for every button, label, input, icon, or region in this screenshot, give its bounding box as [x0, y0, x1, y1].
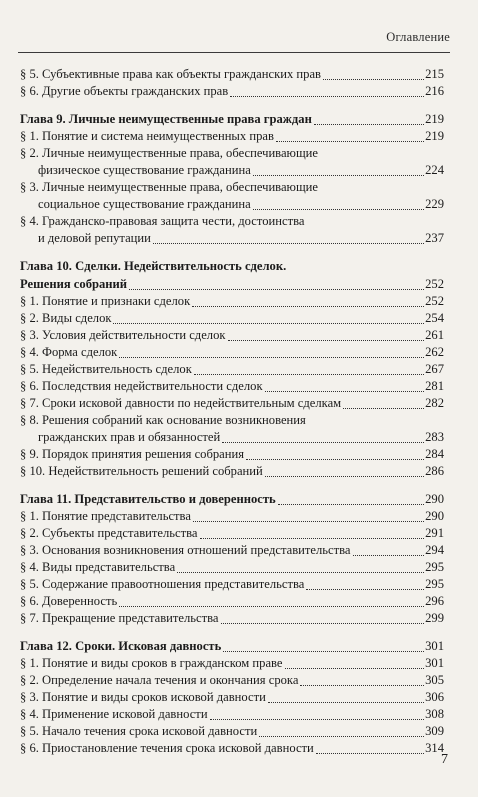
- toc-entry-title: § 4. Виды представительства: [20, 560, 176, 574]
- toc-entry-title: § 2. Определение начала течения и окончания срока: [20, 673, 299, 687]
- running-header: Оглавление: [386, 30, 450, 44]
- dot-leader: [177, 571, 424, 573]
- toc-page-number: 306: [425, 690, 444, 704]
- chapter-heading-text: [20, 275, 127, 293]
- chapter-title: Представительство и доверенность: [71, 492, 276, 506]
- toc-entry[interactable]: [20, 723, 444, 740]
- toc-entry-title: § 1. Понятие и признаки сделок: [20, 294, 191, 308]
- dot-leader: [113, 322, 424, 324]
- dot-leader: [210, 718, 425, 720]
- toc-page-number: 301: [425, 639, 444, 653]
- toc-page-number: 267: [425, 362, 444, 376]
- chapter-heading-text: [20, 110, 312, 128]
- toc-entry-title: гражданских прав и обязанностей: [38, 430, 221, 444]
- toc-page-number: 216: [425, 84, 444, 98]
- dot-leader: [223, 650, 424, 652]
- toc-page-number: 295: [425, 560, 444, 574]
- toc-entry-title: § 5. Начало течения срока исковой давности: [20, 724, 258, 738]
- toc-page-number: 294: [425, 543, 444, 557]
- toc-entry[interactable]: [20, 293, 444, 310]
- dot-leader: [276, 140, 424, 142]
- dot-leader: [300, 684, 424, 686]
- toc-entry[interactable]: [20, 672, 444, 689]
- toc-entry[interactable]: [20, 196, 444, 213]
- toc-entry[interactable]: [20, 327, 444, 344]
- dot-leader: [119, 605, 424, 607]
- toc-entry-line: § 3. Личные неимущественные права, обеспечивающие: [20, 180, 318, 194]
- dot-leader: [228, 339, 425, 341]
- toc-entry-title: § 6. Приостановление течения срока исковой давности: [20, 741, 314, 755]
- chapter-number: Глава 12.: [20, 639, 72, 653]
- toc-entry[interactable]: [20, 508, 444, 525]
- page-number: 7: [441, 752, 448, 767]
- toc-page-number: 308: [425, 707, 444, 721]
- dot-leader: [200, 537, 425, 539]
- toc-entry-title: социальное существование гражданина: [38, 197, 251, 211]
- chapter-title: Сделки. Недействительность сделок.: [71, 259, 287, 273]
- dot-leader: [353, 554, 425, 556]
- dot-leader: [246, 458, 424, 460]
- toc-entry-title: § 1. Понятие и система неимущественных прав: [20, 129, 274, 143]
- toc-page-number: 291: [425, 526, 444, 540]
- toc-entry[interactable]: [20, 361, 444, 378]
- toc-page-number: 290: [425, 509, 444, 523]
- toc-entry[interactable]: [20, 559, 444, 576]
- toc-page-number: 252: [425, 294, 444, 308]
- toc-entry-title: § 6. Доверенность: [20, 594, 118, 608]
- dot-leader: [194, 373, 424, 375]
- chapter-heading[interactable]: [20, 490, 444, 508]
- toc-page-number: 224: [425, 163, 444, 177]
- toc-page-number: 254: [425, 311, 444, 325]
- section-gap: [20, 247, 444, 257]
- toc-entry[interactable]: [20, 310, 444, 327]
- toc-page-number: 314: [425, 741, 444, 755]
- chapter-number: Глава 11.: [20, 492, 72, 506]
- dot-leader: [193, 520, 424, 522]
- dot-leader: [192, 305, 424, 307]
- dot-leader: [278, 503, 424, 505]
- toc-page-number: 283: [425, 430, 444, 444]
- toc-entry-title: § 1. Понятие представительства: [20, 509, 191, 523]
- toc-entry[interactable]: [20, 542, 444, 559]
- toc-page-number: 305: [425, 673, 444, 687]
- toc-page-number: 237: [425, 231, 444, 245]
- section-gap: [20, 480, 444, 490]
- toc-entry-title: § 1. Понятие и виды сроков в гражданском праве: [20, 656, 283, 670]
- toc-entry[interactable]: [20, 525, 444, 542]
- chapter-title: Личные неимущественные права граждан: [65, 112, 312, 126]
- toc-entry[interactable]: [20, 655, 444, 672]
- toc-entry[interactable]: [20, 593, 444, 610]
- toc-page-number: 219: [425, 129, 444, 143]
- toc-entry[interactable]: [20, 576, 444, 593]
- toc-entry-title: § 2. Субъекты представительства: [20, 526, 198, 540]
- toc-entry-title: и деловой репутации: [38, 231, 151, 245]
- dot-leader: [119, 356, 424, 358]
- toc-entry-title: § 5. Содержание правоотношения представительства: [20, 577, 305, 591]
- toc-entry-title: § 4. Форма сделок: [20, 345, 118, 359]
- dot-leader: [253, 174, 424, 176]
- toc-entry[interactable]: [20, 706, 444, 723]
- dot-leader: [316, 752, 424, 754]
- toc-entry[interactable]: [20, 395, 444, 412]
- toc-entry[interactable]: [20, 378, 444, 395]
- toc-page-number: 295: [425, 577, 444, 591]
- chapter-number: Глава 10.: [20, 259, 72, 273]
- chapter-title: Сроки. Исковая давность: [71, 639, 222, 653]
- toc-entry-title: § 5. Недействительность сделок: [20, 362, 192, 376]
- dot-leader: [222, 441, 424, 443]
- toc-page-number: 215: [425, 67, 444, 81]
- toc-entry-title: § 10. Недействительность решений собраний: [20, 464, 263, 478]
- toc-page-number: 229: [425, 197, 444, 211]
- toc-entry-title: § 6. Последствия недействительности сделок: [20, 379, 263, 393]
- section-gap: [20, 100, 444, 110]
- toc-entry-title: § 7. Прекращение представительства: [20, 611, 219, 625]
- toc-page-number: 284: [425, 447, 444, 461]
- chapter-heading[interactable]: [20, 275, 444, 293]
- dot-leader: [306, 588, 424, 590]
- dot-leader: [221, 622, 425, 624]
- toc-page-number: 299: [425, 611, 444, 625]
- section-gap: [20, 627, 444, 637]
- chapter-title: Решения собраний: [20, 277, 128, 291]
- toc-entry-title: § 5. Субъективные права как объекты гражданских прав: [20, 67, 321, 81]
- toc-entry-title: физическое существование гражданина: [38, 163, 251, 177]
- toc-page-number: 261: [425, 328, 444, 342]
- dot-leader: [285, 667, 425, 669]
- toc-entry-line: § 8. Решения собраний как основание возникновения: [20, 413, 306, 427]
- toc-entry[interactable]: [20, 463, 444, 480]
- toc-entry-title: § 4. Применение исковой давности: [20, 707, 208, 721]
- toc-entry-title: § 3. Понятие и виды сроков исковой давности: [20, 690, 266, 704]
- chapter-heading-text: [20, 637, 221, 655]
- toc-entry[interactable]: [20, 446, 444, 463]
- header-rule: [18, 52, 450, 53]
- dot-leader: [153, 242, 424, 244]
- toc-entry[interactable]: [20, 689, 444, 706]
- toc-entry[interactable]: [20, 230, 444, 247]
- dot-leader: [259, 735, 424, 737]
- toc-page-number: 296: [425, 594, 444, 608]
- toc-entry-title: § 7. Сроки исковой давности по недействительным сделкам: [20, 396, 342, 410]
- chapter-heading-text: [20, 490, 276, 508]
- dot-leader: [314, 123, 424, 125]
- toc-page-number: 301: [425, 656, 444, 670]
- toc-entry[interactable]: [20, 83, 444, 100]
- dot-leader: [253, 208, 424, 210]
- toc-page-number: 219: [425, 112, 444, 126]
- chapter-heading[interactable]: [20, 110, 444, 128]
- toc-page-number: 262: [425, 345, 444, 359]
- toc-entry[interactable]: [20, 162, 444, 179]
- toc-entry[interactable]: [20, 344, 444, 361]
- toc-page-number: 309: [425, 724, 444, 738]
- chapter-number: Глава 9.: [20, 112, 66, 126]
- toc-page-number: 281: [425, 379, 444, 393]
- toc-entry-line: § 4. Гражданско-правовая защита чести, достоинства: [20, 214, 305, 228]
- toc-entry-title: § 3. Условия действительности сделок: [20, 328, 226, 342]
- dot-leader: [343, 407, 424, 409]
- dot-leader: [323, 78, 424, 80]
- table-of-contents: [20, 66, 444, 757]
- toc-entry[interactable]: [20, 66, 444, 83]
- chapter-heading: [20, 257, 444, 275]
- dot-leader: [265, 475, 424, 477]
- dot-leader: [230, 95, 424, 97]
- toc-page-number: 252: [425, 277, 444, 291]
- dot-leader: [129, 288, 424, 290]
- toc-entry-title: § 6. Другие объекты гражданских прав: [20, 84, 229, 98]
- toc-entry-title: § 2. Виды сделок: [20, 311, 112, 325]
- toc-entry-line: § 2. Личные неимущественные права, обеспечивающие: [20, 146, 318, 160]
- dot-leader: [268, 701, 424, 703]
- chapter-heading[interactable]: [20, 637, 444, 655]
- toc-page-number: 282: [425, 396, 444, 410]
- toc-entry[interactable]: [20, 429, 444, 446]
- dot-leader: [265, 390, 425, 392]
- toc-page-number: 290: [425, 492, 444, 506]
- toc-entry-title: § 3. Основания возникновения отношений представительства: [20, 543, 351, 557]
- toc-entry[interactable]: [20, 610, 444, 627]
- toc-entry-title: § 9. Порядок принятия решения собрания: [20, 447, 245, 461]
- toc-page-number: 286: [425, 464, 444, 478]
- toc-entry[interactable]: [20, 128, 444, 145]
- toc-entry[interactable]: [20, 740, 444, 757]
